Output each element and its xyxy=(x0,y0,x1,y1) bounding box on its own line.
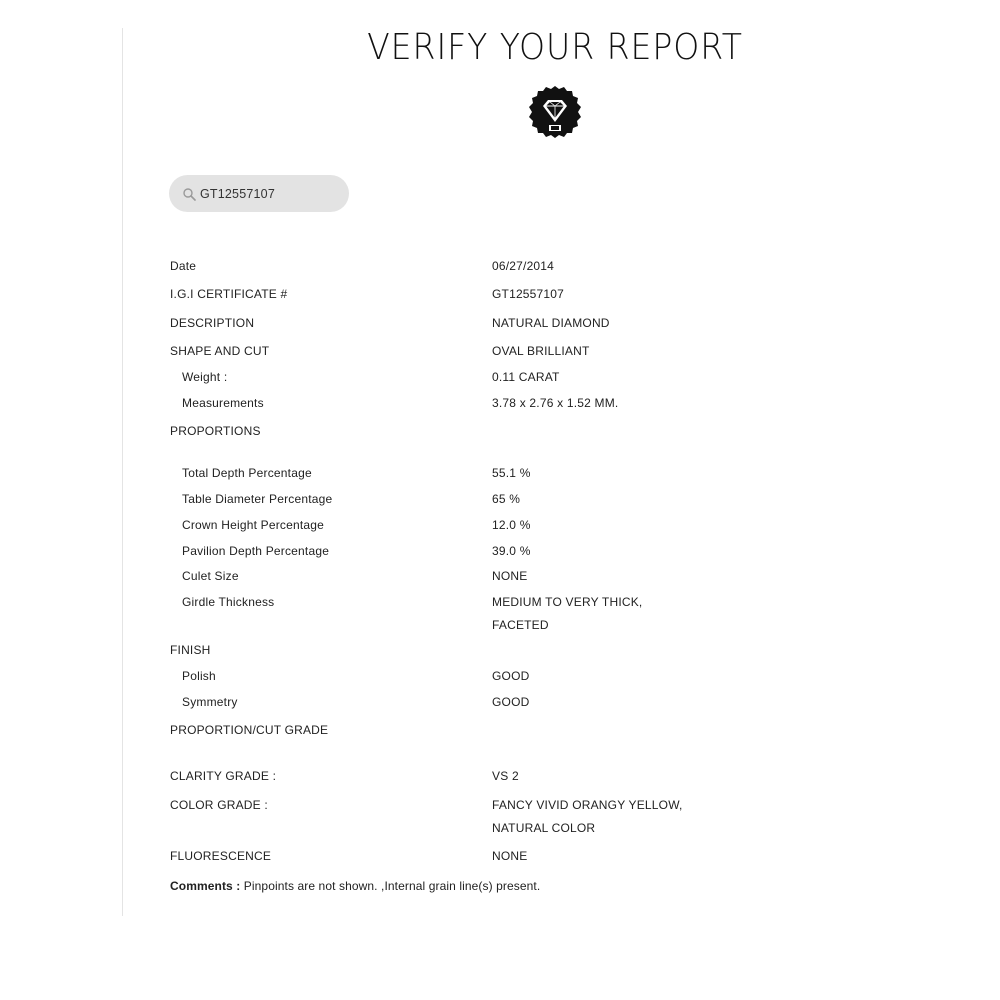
comments xyxy=(170,877,540,895)
color-grade-row-cont xyxy=(0,819,1000,837)
girdle-thickness-row-cont xyxy=(0,616,1000,634)
finish-heading: FINISH xyxy=(170,643,211,657)
crown-height-value: 12.0 % xyxy=(492,518,531,532)
description-value: NATURAL DIAMOND xyxy=(492,316,610,330)
symmetry-label: Symmetry xyxy=(182,695,238,709)
proportion-cut-grade-label: PROPORTION/CUT GRADE xyxy=(170,723,329,737)
total-depth-row xyxy=(0,464,1000,482)
culet-size-label: Culet Size xyxy=(182,569,239,583)
measurements-label: Measurements xyxy=(182,396,264,410)
comments-label: Comments : xyxy=(170,879,241,893)
crown-height-label: Crown Height Percentage xyxy=(182,518,325,532)
shape-and-cut-row xyxy=(0,342,1000,360)
weight-label: Weight : xyxy=(182,370,228,384)
comments-text: Pinpoints are not shown. ,Internal grain line(s) present. xyxy=(243,879,541,893)
weight-row xyxy=(0,368,1000,386)
date-row xyxy=(0,257,1000,275)
diamond-seal-icon xyxy=(528,85,582,139)
shape-and-cut-value: OVAL BRILLIANT xyxy=(492,344,590,358)
culet-size-row xyxy=(0,567,1000,585)
weight-value: 0.11 CARAT xyxy=(492,370,560,384)
crown-height-row xyxy=(0,516,1000,534)
measurements-row xyxy=(0,394,1000,412)
total-depth-value: 55.1 % xyxy=(492,466,531,480)
color-grade-value: FANCY VIVID ORANGY YELLOW, xyxy=(492,798,683,812)
girdle-thickness-label: Girdle Thickness xyxy=(182,595,275,609)
date-label: Date xyxy=(170,259,197,273)
proportions-heading: PROPORTIONS xyxy=(170,424,261,438)
polish-label: Polish xyxy=(182,669,216,683)
pavilion-depth-row xyxy=(0,542,1000,560)
measurements-value: 3.78 x 2.76 x 1.52 MM. xyxy=(492,396,619,410)
fluorescence-value: NONE xyxy=(492,849,528,863)
report-number-input[interactable] xyxy=(200,187,340,201)
pavilion-depth-label: Pavilion Depth Percentage xyxy=(182,544,330,558)
table-diameter-label: Table Diameter Percentage xyxy=(182,492,333,506)
girdle-thickness-value: MEDIUM TO VERY THICK, xyxy=(492,595,643,609)
clarity-grade-row xyxy=(0,767,1000,785)
symmetry-value: GOOD xyxy=(492,695,530,709)
color-grade-label: COLOR GRADE : xyxy=(170,798,268,812)
shape-and-cut-label: SHAPE AND CUT xyxy=(170,344,270,358)
clarity-grade-value: VS 2 xyxy=(492,769,519,783)
date-value: 06/27/2014 xyxy=(492,259,555,273)
proportions-heading-row xyxy=(0,422,1000,440)
proportion-cut-grade-row xyxy=(0,721,1000,739)
search-icon xyxy=(182,187,196,201)
polish-row xyxy=(0,667,1000,685)
finish-heading-row xyxy=(0,641,1000,659)
culet-size-value: NONE xyxy=(492,569,528,583)
page-title: VERIFY YOUR REPORT xyxy=(367,27,743,68)
report-search-box[interactable] xyxy=(169,175,349,212)
girdle-thickness-value-cont: FACETED xyxy=(492,618,549,632)
certificate-label: I.G.I CERTIFICATE # xyxy=(170,287,288,301)
table-diameter-value: 65 % xyxy=(492,492,521,506)
girdle-thickness-row xyxy=(0,593,1000,611)
description-row xyxy=(0,314,1000,332)
fluorescence-label: FLUORESCENCE xyxy=(170,849,272,863)
polish-value: GOOD xyxy=(492,669,530,683)
fluorescence-row xyxy=(0,847,1000,865)
certificate-value: GT12557107 xyxy=(492,287,565,301)
color-grade-value-cont: NATURAL COLOR xyxy=(492,821,596,835)
color-grade-row xyxy=(0,796,1000,814)
pavilion-depth-value: 39.0 % xyxy=(492,544,531,558)
table-diameter-row xyxy=(0,490,1000,508)
description-label: DESCRIPTION xyxy=(170,316,255,330)
clarity-grade-label: CLARITY GRADE : xyxy=(170,769,277,783)
total-depth-label: Total Depth Percentage xyxy=(182,466,312,480)
certificate-row xyxy=(0,285,1000,303)
symmetry-row xyxy=(0,693,1000,711)
